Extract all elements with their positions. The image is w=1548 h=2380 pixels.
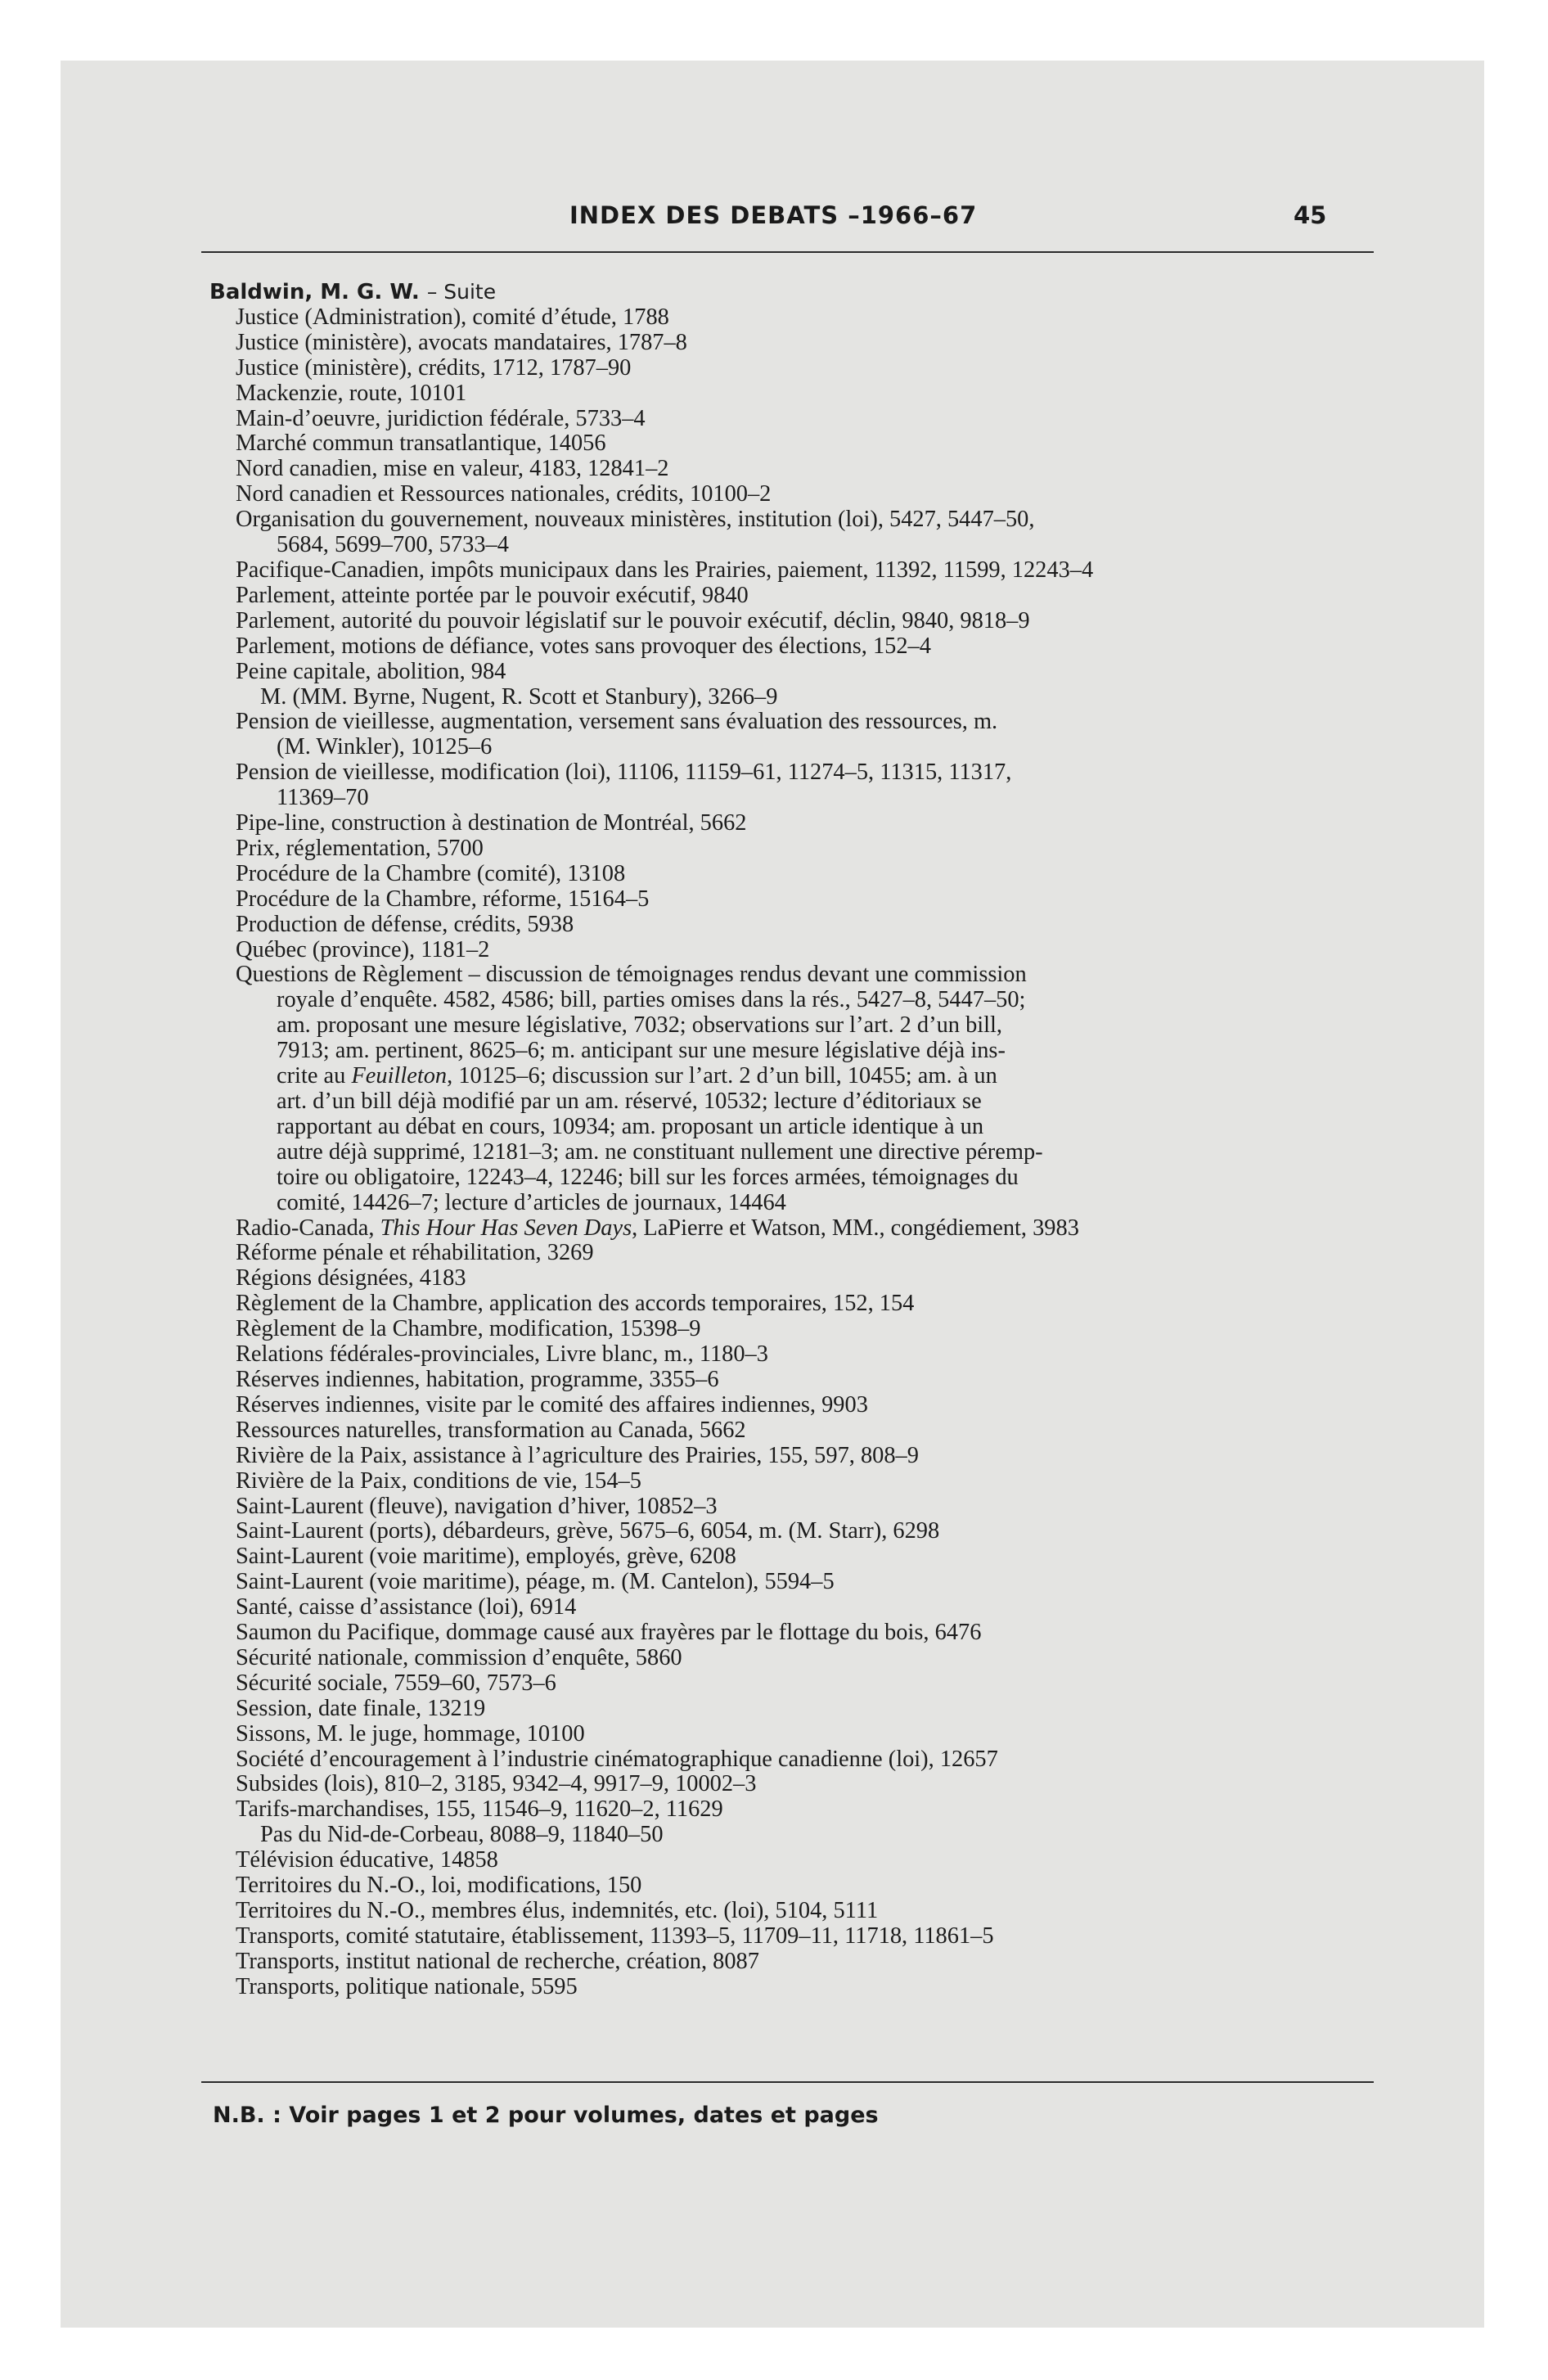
entry-text: Procédure de la Chambre (comité), 13108 <box>236 860 626 886</box>
entry-text: Justice (ministère), avocats mandataires, 1787–8 <box>236 329 687 355</box>
entry-heading <box>209 280 1397 305</box>
index-entries <box>209 280 1397 2000</box>
entry-text: Radio-Canada, This Hour Has Seven Days, LaPierre et Watson, MM., congédiement, 3983 <box>236 1215 1079 1241</box>
entry-text: Ressources naturelles, transformation au Canada, 5662 <box>236 1417 746 1443</box>
index-entry <box>236 1646 1397 1671</box>
entry-continuation: toire ou obligatoire, 12243–4, 12246; bill sur les forces armées, témoignages du <box>277 1164 1019 1190</box>
entry-text: Pas du Nid-de-Corbeau, 8088–9, 11840–50 <box>260 1822 664 1848</box>
page-number: 45 <box>1294 201 1327 229</box>
index-entry <box>236 1494 1397 1520</box>
entry-continuation: 11369–70 <box>277 785 369 811</box>
entry-text: Règlement de la Chambre, modification, 15398–9 <box>236 1316 701 1342</box>
index-entry <box>236 356 1397 381</box>
index-entry <box>236 1620 1397 1646</box>
index-entry <box>236 962 1397 1215</box>
entry-text: Main-d’oeuvre, juridiction fédérale, 5733–4 <box>236 405 646 431</box>
index-entry <box>236 811 1397 836</box>
entry-text: Saumon du Pacifique, dommage causé aux frayères par le flottage du bois, 6476 <box>236 1620 982 1646</box>
entry-text: Télévision éducative, 14858 <box>236 1847 498 1873</box>
index-entry <box>236 1722 1397 1747</box>
italic-title: This Hour Has Seven Days <box>380 1215 632 1241</box>
index-entry <box>236 431 1397 457</box>
entry-text: Régions désignées, 4183 <box>236 1265 466 1291</box>
entry-text: Saint-Laurent (voie maritime), péage, m. (M. Cantelon), 5594–5 <box>236 1569 835 1595</box>
index-entry <box>236 1266 1397 1291</box>
index-entry <box>236 1924 1397 1950</box>
index-entry <box>236 1671 1397 1697</box>
heading-name: Baldwin, M. G. W. <box>209 280 420 304</box>
entry-continuation: (M. Winkler), 10125–6 <box>277 734 493 760</box>
entry-text: Production de défense, crédits, 5938 <box>236 911 574 937</box>
entry-continuation: autre déjà supprimé, 12181–3; am. ne constituant nullement une directive péremp- <box>277 1138 1043 1165</box>
index-entry <box>236 1241 1397 1266</box>
entry-text: Relations fédérales-provinciales, Livre blanc, m., 1180–3 <box>236 1341 768 1368</box>
entry-text: Règlement de la Chambre, application des accords temporaires, 152, 154 <box>236 1291 915 1317</box>
index-entry <box>236 660 1397 685</box>
scanned-page <box>61 61 1484 2328</box>
index-entry <box>236 482 1397 507</box>
entry-text: Justice (Administration), comité d’étude, 1788 <box>236 304 669 330</box>
page-title: INDEX DES DEBATS –1966–67 <box>569 201 978 229</box>
index-entry <box>236 1848 1397 1873</box>
entry-text: Parlement, autorité du pouvoir législatif sur le pouvoir exécutif, déclin, 9840, 9818–9 <box>236 607 1030 633</box>
entry-text: Saint-Laurent (fleuve), navigation d’hiver, 10852–3 <box>236 1493 718 1519</box>
index-entry <box>236 887 1397 913</box>
entry-continuation: crite au Feuilleton, 10125–6; discussion sur l’art. 2 d’un bill, 10455; am. à un <box>277 1063 997 1089</box>
entry-continuation: am. proposant une mesure législative, 7032; observations sur l’art. 2 d’un bill, <box>277 1012 1003 1039</box>
index-entry <box>236 634 1397 660</box>
entry-text: Tarifs-marchandises, 155, 11546–9, 11620–2, 11629 <box>236 1796 723 1823</box>
entry-continuation: comité, 14426–7; lecture d’articles de journaux, 14464 <box>277 1189 786 1215</box>
index-entry <box>236 584 1397 609</box>
index-page <box>61 61 1484 2328</box>
index-entry <box>236 1544 1397 1570</box>
index-entry <box>236 1595 1397 1620</box>
footer-note: N.B. : Voir pages 1 et 2 pour volumes, dates et pages <box>213 2103 879 2128</box>
index-entry <box>236 836 1397 862</box>
index-entry <box>236 1444 1397 1469</box>
entry-text: Réforme pénale et réhabilitation, 3269 <box>236 1240 594 1266</box>
index-entry <box>236 1697 1397 1722</box>
entry-text: Société d’encouragement à l’industrie cinématographique canadienne (loi), 12657 <box>236 1746 998 1772</box>
index-subentry <box>236 685 1397 710</box>
index-entry <box>236 1570 1397 1595</box>
index-entry <box>236 1418 1397 1444</box>
index-entry <box>236 1772 1397 1797</box>
entry-text: Sissons, M. le juge, hommage, 10100 <box>236 1720 585 1747</box>
entry-text: Territoires du N.-O., loi, modifications, 150 <box>236 1873 642 1899</box>
index-entry <box>236 1519 1397 1544</box>
entry-text: Rivière de la Paix, conditions de vie, 154–5 <box>236 1467 641 1494</box>
entry-text: Prix, réglementation, 5700 <box>236 835 484 861</box>
heading-suite: – Suite <box>426 280 497 304</box>
entry-text: Justice (ministère), crédits, 1712, 1787–90 <box>236 354 632 381</box>
entry-text: Parlement, motions de défiance, votes sans provoquer des élections, 152–4 <box>236 633 931 659</box>
index-entry <box>236 710 1397 760</box>
index-entry <box>236 331 1397 356</box>
entry-text: Mackenzie, route, 10101 <box>236 380 467 406</box>
index-entry <box>236 407 1397 432</box>
entry-text: Subsides (lois), 810–2, 3185, 9342–4, 9917–9, 10002–3 <box>236 1771 757 1797</box>
entry-text: Québec (province), 1181–2 <box>236 936 490 962</box>
index-entry <box>236 457 1397 482</box>
entry-text: Peine capitale, abolition, 984 <box>236 658 506 684</box>
index-entry <box>236 1975 1397 2000</box>
index-entry <box>236 1747 1397 1773</box>
entry-text: Transports, comité statutaire, établissement, 11393–5, 11709–11, 11718, 11861–5 <box>236 1922 994 1949</box>
entry-text: Organisation du gouvernement, nouveaux ministères, institution (loi), 5427, 5447–50, <box>236 507 1035 533</box>
footer-rule <box>201 2081 1374 2083</box>
header-rule <box>201 251 1374 253</box>
entry-text: Marché commun transatlantique, 14056 <box>236 430 606 457</box>
index-entry <box>236 1291 1397 1317</box>
italic-title: Feuilleton <box>351 1063 448 1089</box>
entry-text: Réserves indiennes, visite par le comité des affaires indiennes, 9903 <box>236 1391 868 1418</box>
entry-text: M. (MM. Byrne, Nugent, R. Scott et Stanbury), 3266–9 <box>260 683 778 710</box>
index-entry <box>236 1899 1397 1924</box>
index-entry <box>236 609 1397 634</box>
index-entry <box>236 507 1397 558</box>
entry-text: Questions de Règlement – discussion de témoignages rendus devant une commission <box>236 962 1027 988</box>
entry-text: Saint-Laurent (ports), débardeurs, grève, 5675–6, 6054, m. (M. Starr), 6298 <box>236 1518 940 1544</box>
index-entry <box>236 760 1397 811</box>
index-entry <box>236 1342 1397 1368</box>
index-entry <box>236 938 1397 963</box>
index-subentry <box>236 1823 1397 1848</box>
entry-continuation: art. d’un bill déjà modifié par un am. réservé, 10532; lecture d’éditoriaux se <box>277 1089 982 1114</box>
entry-text: Transports, politique nationale, 5595 <box>236 1973 578 1999</box>
entry-text: Procédure de la Chambre, réforme, 15164–5 <box>236 886 650 912</box>
index-entry <box>236 305 1397 331</box>
index-entry <box>236 381 1397 407</box>
entry-text: Pension de vieillesse, modification (loi), 11106, 11159–61, 11274–5, 11315, 11317, <box>236 760 1012 786</box>
index-entry <box>236 1873 1397 1899</box>
index-entry <box>236 1393 1397 1418</box>
entry-text: Santé, caisse d’assistance (loi), 6914 <box>236 1594 577 1620</box>
entry-text: Nord canadien, mise en valeur, 4183, 12841–2 <box>236 456 669 482</box>
entry-continuation: 5684, 5699–700, 5733–4 <box>277 532 509 558</box>
entry-text: Pacifique-Canadien, impôts municipaux dans les Prairies, paiement, 11392, 11599, 12243–4 <box>236 557 1094 583</box>
entry-text: Sécurité nationale, commission d’enquête, 5860 <box>236 1644 682 1670</box>
index-entry <box>236 913 1397 938</box>
index-entry <box>236 1368 1397 1393</box>
entry-text: Territoires du N.-O., membres élus, indemnités, etc. (loi), 5104, 5111 <box>236 1898 879 1923</box>
entry-continuation: 7913; am. pertinent, 8625–6; m. anticipant sur une mesure législative déjà ins- <box>277 1038 1006 1064</box>
index-entry <box>236 1317 1397 1342</box>
entry-text: Transports, institut national de recherche, création, 8087 <box>236 1948 759 1974</box>
entry-text: Saint-Laurent (voie maritime), employés, grève, 6208 <box>236 1544 736 1570</box>
entry-text: Parlement, atteinte portée par le pouvoir exécutif, 9840 <box>236 582 749 608</box>
entry-text: Pipe-line, construction à destination de Montréal, 5662 <box>236 810 747 836</box>
entry-text: Réserves indiennes, habitation, programme, 3355–6 <box>236 1366 719 1392</box>
index-entry <box>236 558 1397 584</box>
index-entry <box>236 1950 1397 1975</box>
entry-text: Session, date finale, 13219 <box>236 1695 486 1721</box>
entry-continuation: royale d’enquête. 4582, 4586; bill, parties omises dans la rés., 5427–8, 5447–50; <box>277 987 1026 1013</box>
index-entry <box>236 1469 1397 1494</box>
index-entry <box>236 1797 1397 1823</box>
entry-text: Pension de vieillesse, augmentation, versement sans évaluation des ressources, m. <box>236 709 998 735</box>
index-entry <box>236 1216 1397 1242</box>
index-entry <box>236 862 1397 887</box>
entry-text: Nord canadien et Ressources nationales, crédits, 10100–2 <box>236 481 772 507</box>
entry-continuation: rapportant au débat en cours, 10934; am. proposant un article identique à un <box>277 1113 984 1139</box>
entry-text: Rivière de la Paix, assistance à l’agriculture des Prairies, 155, 597, 808–9 <box>236 1442 919 1468</box>
entry-text: Sécurité sociale, 7559–60, 7573–6 <box>236 1670 556 1696</box>
